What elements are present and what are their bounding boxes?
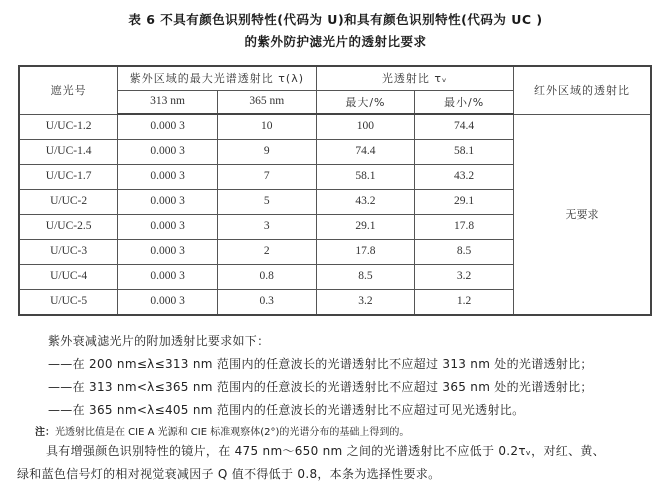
cell-shade: U/UC-3: [19, 240, 118, 265]
header-visible-group: 光透射比 τᵥ: [316, 66, 513, 91]
cell-vis-max: 74.4: [316, 140, 415, 165]
uv-requirement-item-3: ——在 365 nm<λ≤405 nm 范围内的任意波长的光谱透射比不应超过可见光透射比。: [48, 403, 525, 417]
header-uv-group: 紫外区域的最大光谱透射比 τ(λ): [118, 66, 316, 91]
header-ir: 红外区域的透射比: [513, 66, 651, 114]
cell-uv365: 5: [217, 190, 316, 215]
table-title-line2: 的紫外防护滤光片的透射比要求: [244, 34, 427, 49]
note-text: 光透射比值是在 CIE A 光源和 CIE 标准观察体(2°)的光谱分布的基础上得到的。: [55, 427, 410, 438]
cell-shade: U/UC-1.2: [19, 114, 118, 140]
enhanced-color-para-line1: 具有增强颜色识别特性的镜片，在 475 nm～650 nm 之间的光谱透射比不应低于 0.2τᵥ，对红、黄、: [46, 444, 605, 458]
cell-vis-min: 1.2: [415, 290, 514, 316]
cell-shade: U/UC-4: [19, 265, 118, 290]
cell-vis-min: 3.2: [415, 265, 514, 290]
cell-vis-min: 74.4: [415, 114, 514, 140]
cell-vis-min: 8.5: [415, 240, 514, 265]
cell-vis-max: 58.1: [316, 165, 415, 190]
cell-vis-max: 17.8: [316, 240, 415, 265]
cell-uv313: 0.000 3: [118, 114, 218, 140]
header-vis-max: 最大/%: [316, 91, 415, 115]
cell-shade: U/UC-2.5: [19, 215, 118, 240]
cell-vis-max: 100: [316, 114, 415, 140]
header-shade-number: 遮光号: [19, 66, 118, 114]
cell-uv313: 0.000 3: [118, 190, 218, 215]
cell-shade: U/UC-1.4: [19, 140, 118, 165]
cell-uv365: 0.8: [217, 265, 316, 290]
cell-uv365: 3: [217, 215, 316, 240]
cell-vis-max: 8.5: [316, 265, 415, 290]
cell-uv313: 0.000 3: [118, 140, 218, 165]
cell-vis-max: 3.2: [316, 290, 415, 316]
cell-vis-min: 17.8: [415, 215, 514, 240]
cell-vis-max: 43.2: [316, 190, 415, 215]
cell-uv313: 0.000 3: [118, 240, 218, 265]
transmittance-table: [18, 65, 652, 316]
cell-uv365: 9: [217, 140, 316, 165]
header-uv-365: 365 nm: [217, 91, 316, 115]
cell-uv365: 10: [217, 114, 316, 140]
cell-uv313: 0.000 3: [118, 265, 218, 290]
table-row: [19, 114, 651, 140]
uv-requirement-item-1: ——在 200 nm≤λ≤313 nm 范围内的任意波长的光谱透射比不应超过 313 nm 处的光谱透射比；: [48, 357, 593, 371]
cell-uv365: 0.3: [217, 290, 316, 316]
uv-requirements-intro: 紫外衰减滤光片的附加透射比要求如下：: [48, 334, 270, 348]
uv-requirement-item-2: ——在 313 nm<λ≤365 nm 范围内的任意波长的光谱透射比不应超过 365 nm 处的光谱透射比；: [48, 380, 593, 394]
cell-uv313: 0.000 3: [118, 215, 218, 240]
note-label: 注：: [35, 427, 55, 438]
cell-uv365: 7: [217, 165, 316, 190]
header-vis-min: 最小/%: [415, 91, 514, 115]
table-title-line1: 表 6 不具有颜色识别特性(代码为 U)和具有颜色识别特性(代码为 UC ): [128, 12, 543, 27]
cell-vis-max: 29.1: [316, 215, 415, 240]
cell-vis-min: 43.2: [415, 165, 514, 190]
note: [35, 423, 409, 438]
cell-vis-min: 58.1: [415, 140, 514, 165]
cell-vis-min: 29.1: [415, 190, 514, 215]
cell-shade: U/UC-1.7: [19, 165, 118, 190]
cell-shade: U/UC-2: [19, 190, 118, 215]
cell-uv313: 0.000 3: [118, 290, 218, 316]
cell-ir-value: 无要求: [513, 114, 651, 315]
cell-shade: U/UC-5: [19, 290, 118, 316]
enhanced-color-para-line2: 绿和蓝色信号灯的相对视觉衰减因子 Q 值不得低于 0.8，本条为选择性要求。: [17, 467, 441, 481]
cell-uv313: 0.000 3: [118, 165, 218, 190]
cell-uv365: 2: [217, 240, 316, 265]
header-uv-313: 313 nm: [118, 91, 218, 115]
